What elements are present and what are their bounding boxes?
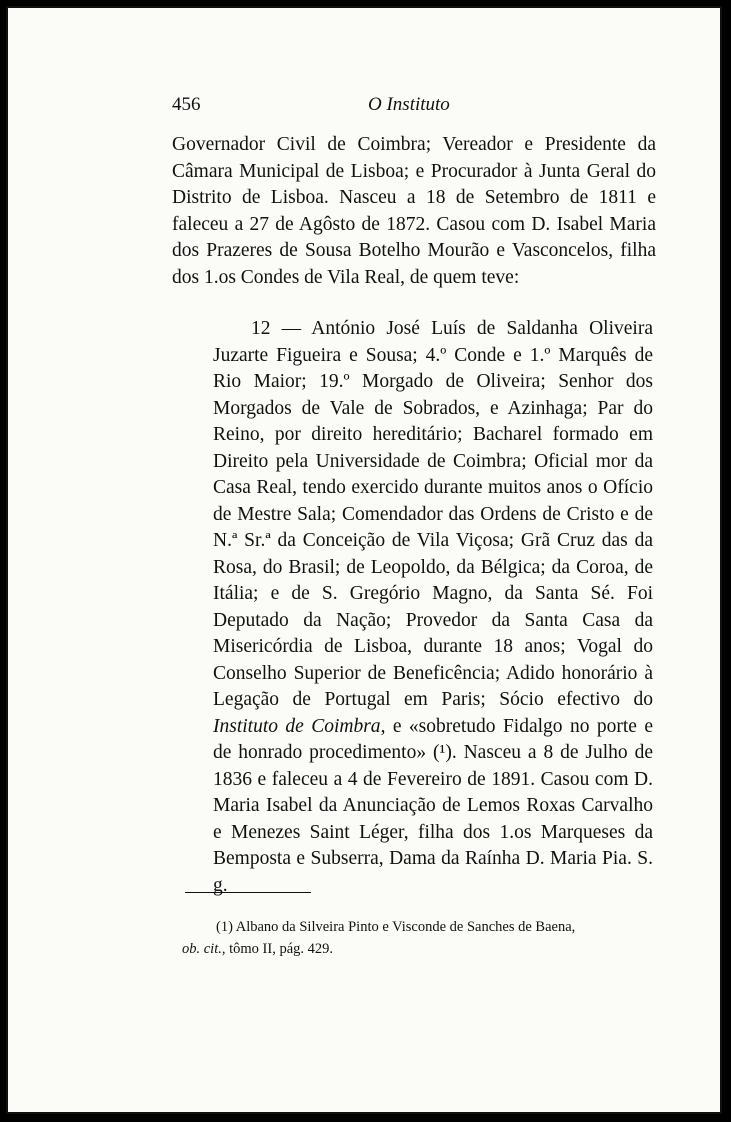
genealogy-entry bbox=[213, 316, 653, 899]
footnote-separator bbox=[185, 892, 311, 893]
footnote-reference-rest: , tômo II, pág. 429. bbox=[221, 941, 334, 957]
footnote-reference-italic: ob. cit. bbox=[182, 941, 222, 957]
footnote-text: Albano da Silveira Pinto e Visconde de Sanches de Baena, bbox=[235, 919, 576, 935]
running-title: O Instituto bbox=[368, 94, 450, 115]
page-header bbox=[172, 94, 652, 118]
body-paragraph: Governador Civil de Coimbra; Vereador e Presidente da Câmara Municipal de Lisboa; e Procurador à Junta Geral do Distrito de Lisboa. Nasceu a 18 de Setembro de 1811 e faleceu a 27 de Agôsto de 1872. Casou com D. Isabel Maria dos Prazeres de Sousa Botelho Mourão e Vasconcelos, filha dos 1.os Condes de Vila Real, de quem teve: bbox=[172, 134, 656, 288]
document-page bbox=[6, 6, 722, 1114]
footnote bbox=[182, 916, 654, 960]
entry-italic-title: Instituto de Coimbra bbox=[213, 715, 381, 737]
footnote-marker: (1) bbox=[216, 919, 233, 935]
entry-text-part-1: 12 — António José Luís de Saldanha Oliveira Juzarte Figueira e Sousa; 4.º Conde e 1.º Marquês de Rio Maior; 19.º Morgado de Oliveira; Senhor dos Morgados de Vale de Sobrados, e Azinhaga; Par do Reino, por direito hereditário; Bacharel formado em Direito pela Universidade de Coimbra; Oficial mor da Casa Real, tendo exercido durante muitos anos o Ofício de Mestre Sala; Comendador das Ordens de Cristo e de N.ª Sr.ª da Conceição de Vila Viçosa; Grã Cruz das da Rosa, do Brasil; de Leopoldo, da Bélgica; da Coroa, de Itália; e de S. Gregório Magno, da Santa Sé. Foi Deputado da Nação; Provedor da Santa Casa da Misericórdia de Lisboa, durante 18 anos; Vogal do Conselho Superior de Beneficência; Adido honorário à Legação de Portugal em Paris; Sócio efectivo do bbox=[213, 318, 653, 710]
page-number: 456 bbox=[172, 94, 201, 115]
entry-text-part-2: , e «sobretudo Fidalgo no porte e de honrado procedimento» (¹). Nasceu a 8 de Julho de 1836 e faleceu a 4 de Fevereiro de 1891. Casou com D. Maria Isabel da Anunciação de Lemos Roxas Carvalho e Menezes Saint Léger, filha dos 1.os Marqueses da Bemposta e Subserra, Dama da Raínha D. Maria Pia. S. g. bbox=[213, 715, 653, 896]
